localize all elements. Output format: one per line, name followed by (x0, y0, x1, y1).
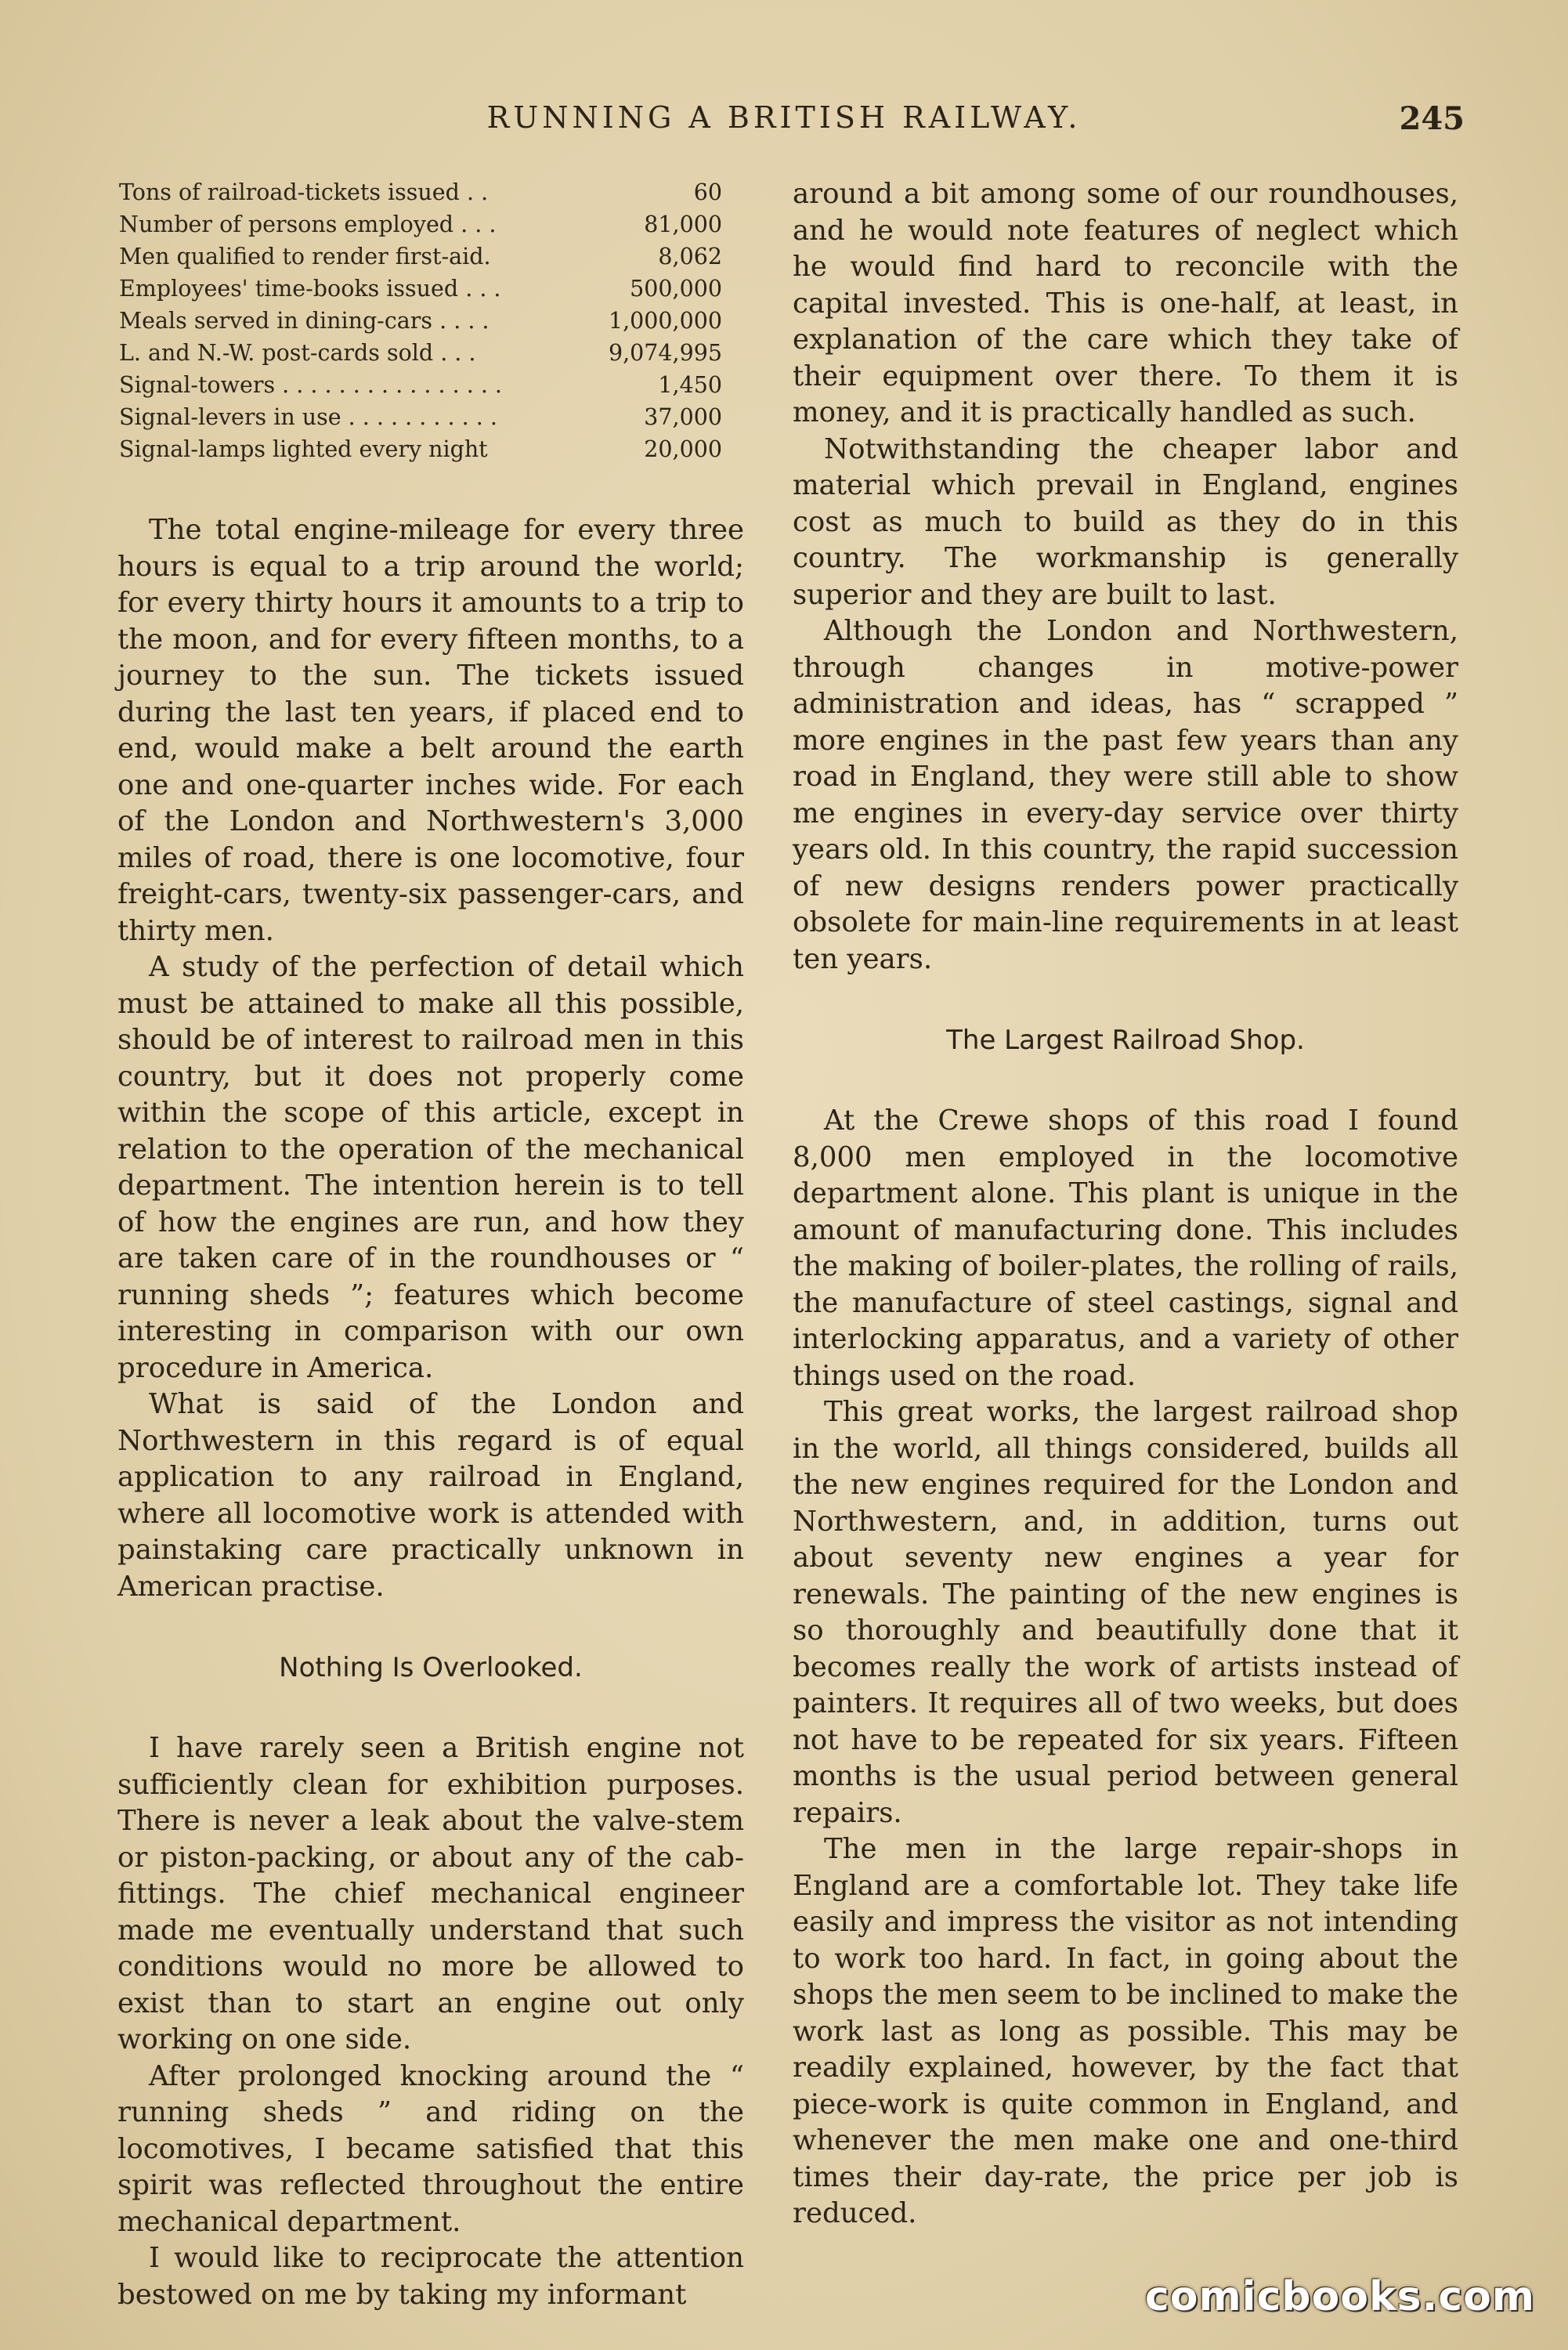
stat-label: Tons of railroad-tickets issued . . (119, 179, 489, 205)
body-paragraph: At the Crewe shops of this road I found 8,000 men employed in the locomotive department alone. This plant is unique in the amount of manufacturing done. This includes the making of boiler-plates, the rolling of rails, the manufacture of steel castings, signal and interlocking apparatus, and a variety of other things used on the road. (793, 1104, 1458, 1392)
right-column (793, 176, 1458, 2232)
left-column (117, 176, 744, 2313)
table-row (119, 273, 722, 305)
page-header (0, 100, 1568, 147)
section-heading: The Largest Railroad Shop. (946, 1025, 1305, 1056)
table-row (119, 433, 722, 465)
body-paragraph: I would like to reciprocate the attention bestowed on me by taking my informant (117, 2242, 744, 2311)
body-paragraph: Notwithstanding the cheaper labor and material which prevail in England, engines cost as much to build as they do in this country. The workmanship is generally superior and they are built to last. (793, 432, 1458, 611)
stat-label: L. and N.-W. post-cards sold . . . (119, 340, 476, 366)
stat-label: Number of persons employed . . . (119, 212, 497, 237)
stat-value: 9,074,995 (608, 340, 722, 366)
table-row (119, 305, 722, 337)
body-paragraph: The total engine-mileage for every three hours is equal to a trip around the world; for every thirty hours it amounts to a trip to the moon, and for every fifteen months, to a journey to the sun. The tickets issued during the last ten years, if placed end to end, would make a belt around the earth one and one-quarter inches wide. For each of the London and Northwestern's 3,000 miles of road, there is one locomotive, four freight-cars, twenty-six passenger-cars, and thirty men. (117, 514, 744, 947)
table-row (119, 369, 722, 401)
table-row (119, 208, 722, 240)
body-paragraph: A study of the perfection of detail which must be attained to make all this possible, should be of interest to railroad men in this country, but it does not properly come within the scope of this article, except in relation to the operation of the mechanical department. The intention herein is to tell of how the engines are run, and how they are taken care of in the roundhouses or “ running sheds ”; features which become interesting in comparison with our own procedure in America. (117, 951, 744, 1384)
stat-value: 8,062 (658, 244, 722, 269)
body-paragraph: What is said of the London and Northwestern in this regard is of equal application to any railroad in England, where all locomotive work is attended with painstaking care practically unknown in American practise. (117, 1388, 744, 1603)
stat-value: 20,000 (644, 436, 722, 462)
section-heading: Nothing Is Overlooked. (279, 1652, 583, 1683)
stat-value: 37,000 (644, 404, 722, 430)
body-paragraph: After prolonged knocking around the “ running sheds ” and riding on the locomotives, I became satisfied that this spirit was reflected throughout the entire mechanical department. (117, 2059, 744, 2238)
table-row (119, 401, 722, 433)
stat-label: Signal-levers in use . . . . . . . . . . . (119, 404, 497, 430)
stat-label: Employees' time-books issued . . . (119, 276, 501, 302)
stat-label: Meals served in dining-cars . . . . (119, 308, 490, 334)
body-paragraph: I have rarely seen a British engine not sufficiently clean for exhibition purposes. There is never a leak about the valve-stem or piston-packing, or about any of the cab-fittings. The chief mechanical engineer made me eventually understand that such conditions would no more be allowed to exist than to start an engine out only working on one side. (117, 1732, 744, 2055)
stat-label: Signal-towers . . . . . . . . . . . . . . . . (119, 372, 502, 398)
stat-value: 1,450 (658, 372, 722, 398)
stat-value: 60 (693, 179, 722, 205)
table-row (119, 176, 722, 208)
body-paragraph: The men in the large repair-shops in England are a comfortable lot. They take life easily and impress the visitor as not intending to work too hard. In fact, in going about the shops the men seem to be inclined to make the work last as long as possible. This may be readily explained, however, by the fact that piece-work is quite common in England, and whenever the men make one and one-third times their day-rate, the price per job is reduced. (793, 1833, 1458, 2229)
page-number: 245 (1399, 100, 1465, 137)
running-head: RUNNING A BRITISH RAILWAY. (486, 100, 1082, 135)
stat-value: 81,000 (644, 212, 722, 237)
watermark: comicbooks.com (1144, 2273, 1535, 2320)
stat-label: Men qualified to render first-aid. (119, 244, 491, 269)
body-paragraph: This great works, the largest railroad shop in the world, all things considered, builds all the new engines required for the London and Northwestern, and, in addition, turns out about seventy new engines a year for renewals. The painting of the new engines is so thoroughly and beautifully done that it becomes really the work of artists instead of painters. It requires all of two weeks, but does not have to be repeated for six years. Fifteen months is the usual period between general repairs. (793, 1396, 1458, 1829)
body-paragraph: around a bit among some of our roundhouses, and he would note features of neglect which he would find hard to reconcile with the capital invested. This is one-half, at least, in explanation of the care which they take of their equipment over there. To them it is money, and it is practically handled as such. (793, 178, 1458, 428)
stat-value: 1,000,000 (608, 308, 722, 334)
table-row (119, 337, 722, 369)
stat-value: 500,000 (630, 276, 722, 302)
table-row (119, 240, 722, 273)
body-paragraph: Although the London and Northwestern, through changes in motive-power administration and ideas, has “ scrapped ” more engines in the past few years than any road in England, they were still able to show me engines in every-day service over thirty years old. In this country, the rapid succession of new designs renders power practically obsolete for main-line requirements in at least ten years. (793, 615, 1458, 975)
stat-label: Signal-lamps lighted every night (119, 436, 488, 462)
statistics-table (119, 176, 722, 465)
